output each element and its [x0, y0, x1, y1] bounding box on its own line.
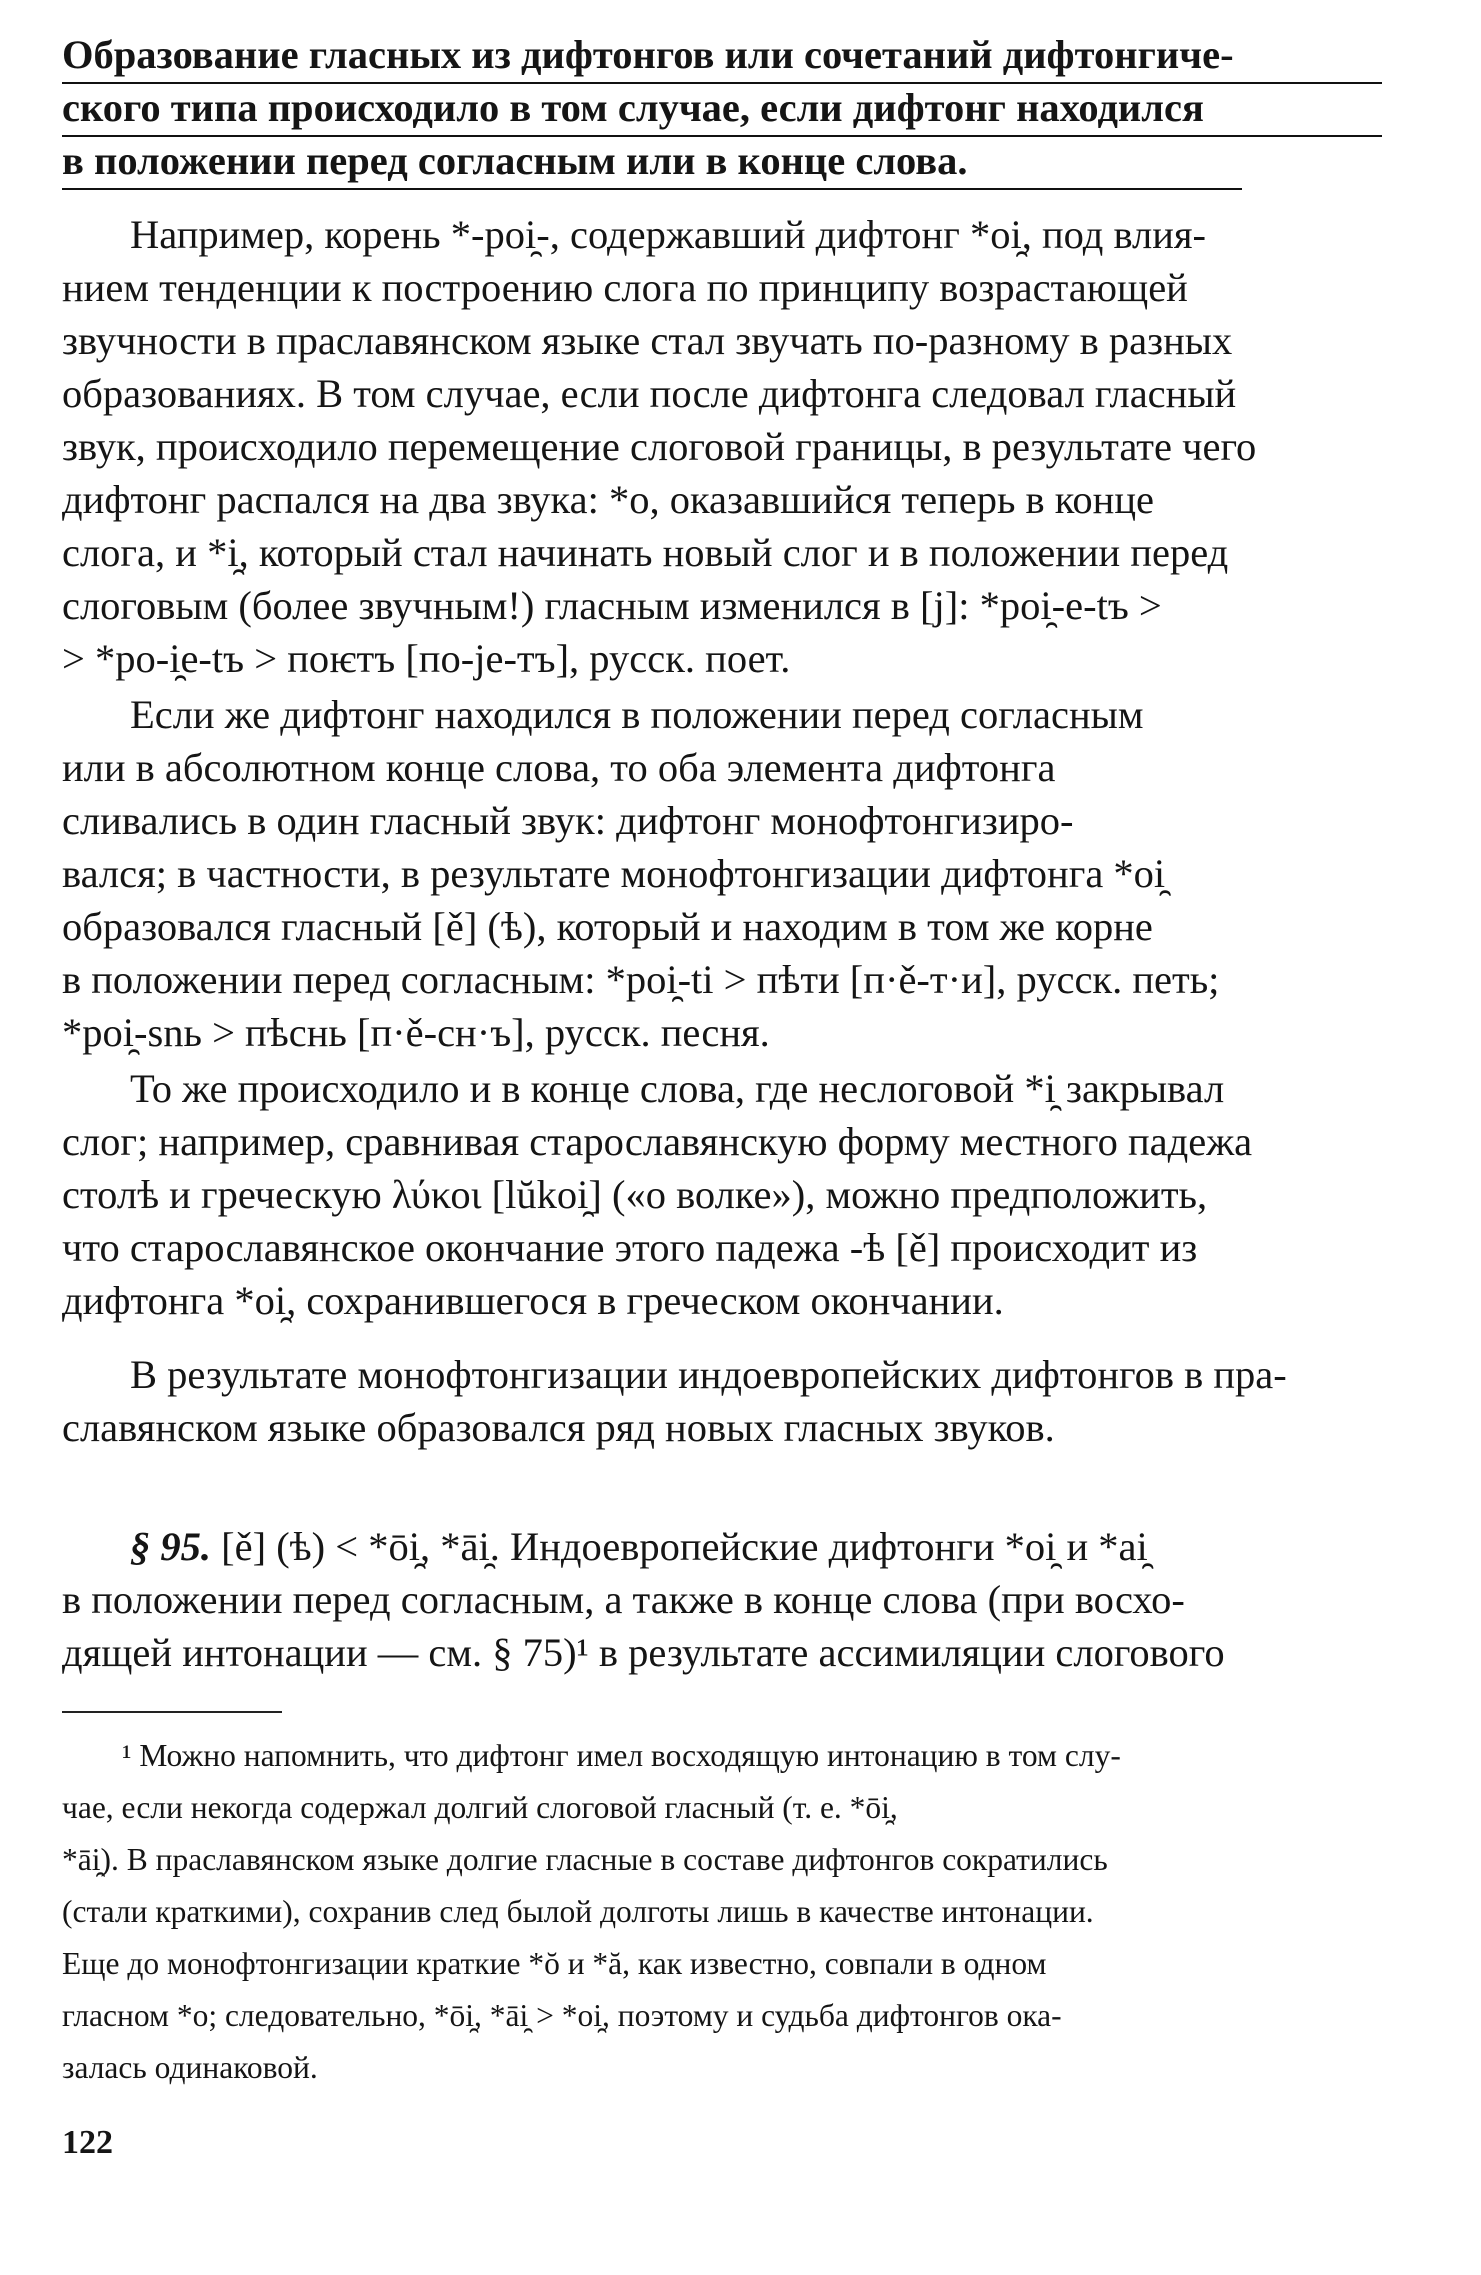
text-line: образовался гласный [ě] (ѣ), который и находим в том же корне [62, 904, 1153, 949]
text-line: вался; в частности, в результате монофтонгизации дифтонга *oi̯ [62, 851, 1166, 896]
section-heading-line [62, 1520, 1384, 1573]
text-line: В результате монофтонгизации индоевропейских дифтонгов в пра- [130, 1352, 1287, 1397]
paragraph-4 [62, 1348, 1384, 1454]
intro-underline [62, 188, 1242, 190]
footnote-rule [62, 1711, 282, 1713]
footnote [62, 1730, 1384, 2094]
footnote-line: (стали краткими), сохранив след былой долготы лишь в качестве интонации. [62, 1894, 1094, 1929]
intro-underline [62, 135, 1382, 137]
page-number: 122 [62, 2124, 113, 2161]
section-heading-text: [ě] (ѣ) < *ōi̯, *āi̯. Индоевропейские дифтонги *oi̯ и *ai̯ [221, 1524, 1148, 1569]
text-line: слог; например, сравнивая старославянскую форму местного падежа [62, 1119, 1253, 1164]
text-line: дифтонга *oi̯, сохранившегося в греческом окончании. [62, 1278, 1004, 1323]
text-line: Если же дифтонг находился в положении перед согласным [130, 692, 1144, 737]
paragraph-1 [62, 208, 1384, 685]
intro-line: Образование гласных из дифтонгов или сочетаний дифтонгиче- [62, 32, 1234, 77]
text-line: в положении перед согласным: *poi̯-ti > пѣти [п·ě-т·и], русск. петь; [62, 957, 1220, 1002]
footnote-line: гласном *o; следовательно, *ōi̯, *āi̯ > *oi̯, поэтому и судьба дифтонгов ока- [62, 1998, 1062, 2033]
intro-underline [62, 82, 1382, 84]
text-line: что старославянское окончание этого падежа -ѣ [ě] происходит из [62, 1225, 1198, 1270]
footnote-line: Еще до монофтонгизации краткие *ŏ и *ă, как известно, совпали в одном [62, 1946, 1047, 1981]
text-line: славянском языке образовался ряд новых гласных звуков. [62, 1405, 1055, 1450]
text-line: звучности в праславянском языке стал звучать по-разному в разных [62, 318, 1233, 363]
text-line: дифтонг распался на два звука: *o, оказавшийся теперь в конце [62, 477, 1154, 522]
text-line: сливались в один гласный звук: дифтонг монофтонгизиро- [62, 798, 1074, 843]
text-line: Например, корень *-poi̯-, содержавший дифтонг *oi̯, под влия- [130, 212, 1207, 257]
intro-line: ского типа происходило в том случае, если дифтонг находился [62, 85, 1204, 130]
paragraph-2 [62, 688, 1384, 1059]
footnote-line: *āi̯). В праславянском языке долгие гласные в составе дифтонгов сократились [62, 1842, 1108, 1877]
text-line: звук, происходило перемещение слоговой границы, в результате чего [62, 424, 1257, 469]
text-line: > *po-i̯e-tъ > поѥтъ [по-jе-тъ], русск. поет. [62, 636, 791, 681]
footnote-line: чае, если некогда содержал долгий слоговой гласный (т. е. *ōi̯, [62, 1790, 898, 1825]
text-line: То же происходило и в конце слова, где неслоговой *i̯ закрывал [130, 1066, 1225, 1111]
section-number: § 95. [130, 1524, 211, 1569]
intro-line: в положении перед согласным или в конце слова. [62, 138, 968, 183]
footnote-line: ¹ Можно напомнить, что дифтонг имел восходящую интонацию в том слу- [122, 1738, 1121, 1773]
text-line: нием тенденции к построению слога по принципу возрастающей [62, 265, 1188, 310]
footnote-line: залась одинаковой. [62, 2050, 318, 2085]
paragraph-3 [62, 1062, 1384, 1327]
text-line: *poi̯-snь > пѣснь [п·ě-сн·ъ], русск. песня. [62, 1010, 770, 1055]
text-line: столѣ и греческую λύκοι [lŭkoi̯] («о волке»), можно предположить, [62, 1172, 1208, 1217]
text-line: или в абсолютном конце слова, то оба элемента дифтонга [62, 745, 1056, 790]
text-line: слоговым (более звучным!) гласным изменился в [j]: *poi̯-e-tъ > [62, 583, 1162, 628]
text-line: слога, и *i̯, который стал начинать новый слог и в положении перед [62, 530, 1229, 575]
text-line: образованиях. В том случае, если после дифтонга следовал гласный [62, 371, 1237, 416]
text-line: в положении перед согласным, а также в конце слова (при восхо- [62, 1577, 1185, 1622]
section-95 [62, 1520, 1384, 1679]
text-line: дящей интонации — см. § 75)¹ в результате ассимиляции слогового [62, 1630, 1225, 1675]
intro-paragraph [62, 28, 1384, 187]
